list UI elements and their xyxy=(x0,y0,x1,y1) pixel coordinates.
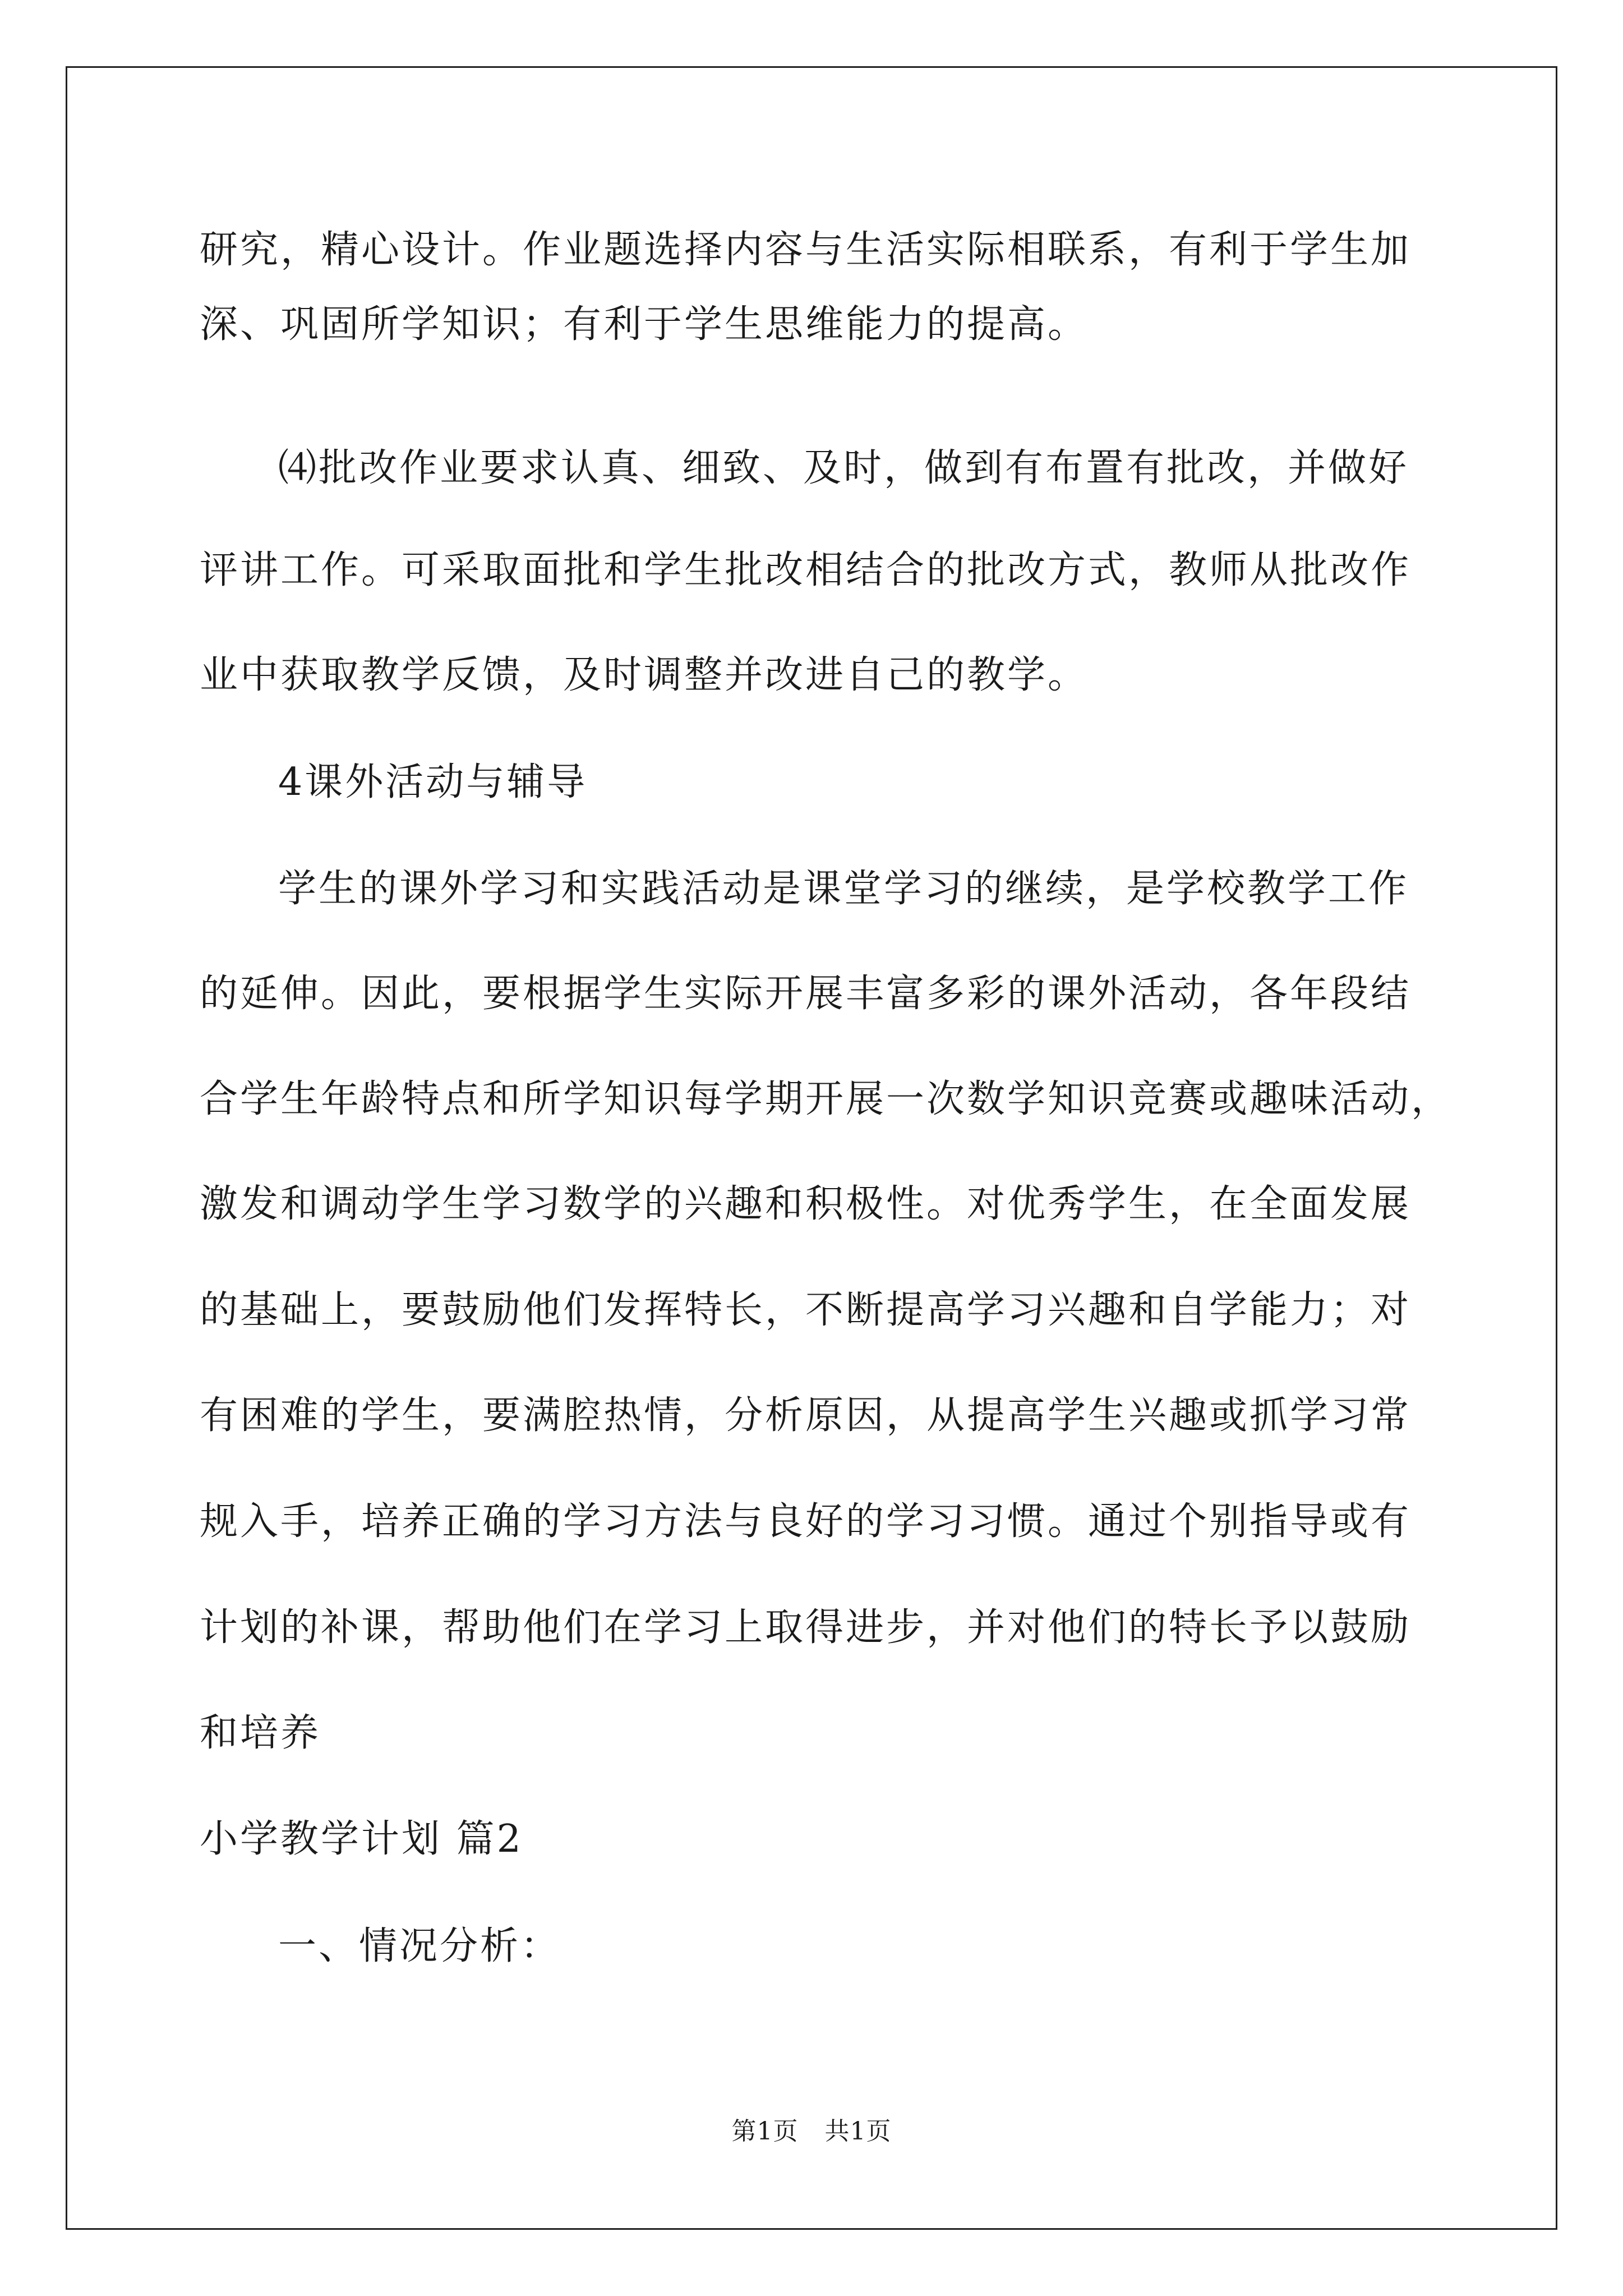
paragraph-line: 规入手，培养正确的学习方法与良好的学习习惯。通过个别指导或有 xyxy=(200,1499,1412,1544)
paragraph-line: 业中获取教学反馈，及时调整并改进自己的教学。 xyxy=(200,653,1089,697)
section-heading: 一、情况分析： xyxy=(278,1924,561,1968)
paragraph-line: 评讲工作。可采取面批和学生批改相结合的批改方式，教师从批改作 xyxy=(200,548,1412,592)
paragraph-line: 研究，精心设计。作业题选择内容与生活实际相联系，有利于学生加 xyxy=(200,228,1412,272)
paragraph-line: 学生的课外学习和实践活动是课堂学习的继续，是学校教学工作 xyxy=(278,867,1409,911)
paragraph-line: 计划的补课，帮助他们在学习上取得进步，并对他们的特长予以鼓励 xyxy=(200,1605,1412,1650)
paragraph-line: 的延伸。因此，要根据学生实际开展丰富多彩的课外活动，各年段结 xyxy=(200,972,1412,1016)
page-frame xyxy=(66,66,1557,2230)
paragraph-line: 激发和调动学生学习数学的兴趣和积极性。对优秀学生，在全面发展 xyxy=(200,1182,1412,1226)
paragraph-line: 的基础上，要鼓励他们发挥特长，不断提高学习兴趣和自学能力；对 xyxy=(200,1288,1412,1332)
page-total: 共1页 xyxy=(824,2117,892,2146)
document-heading: 小学教学计划 篇2 xyxy=(200,1817,523,1861)
section-heading: 4课外活动与辅导 xyxy=(278,760,588,804)
page-number: 第1页 xyxy=(731,2117,799,2146)
paragraph-line: 合学生年龄特点和所学知识每学期开展一次数学知识竞赛或趣味活动， xyxy=(200,1077,1452,1121)
paragraph-line: 和培养 xyxy=(200,1711,321,1755)
paragraph-line: ⑷批改作业要求认真、细致、及时，做到有布置有批改，并做好 xyxy=(278,446,1409,490)
page-footer xyxy=(0,2116,1623,2147)
paragraph-line: 有困难的学生，要满腔热情，分析原因，从提高学生兴趣或抓学习常 xyxy=(200,1393,1412,1438)
paragraph-line: 深、巩固所学知识；有利于学生思维能力的提高。 xyxy=(200,302,1089,347)
